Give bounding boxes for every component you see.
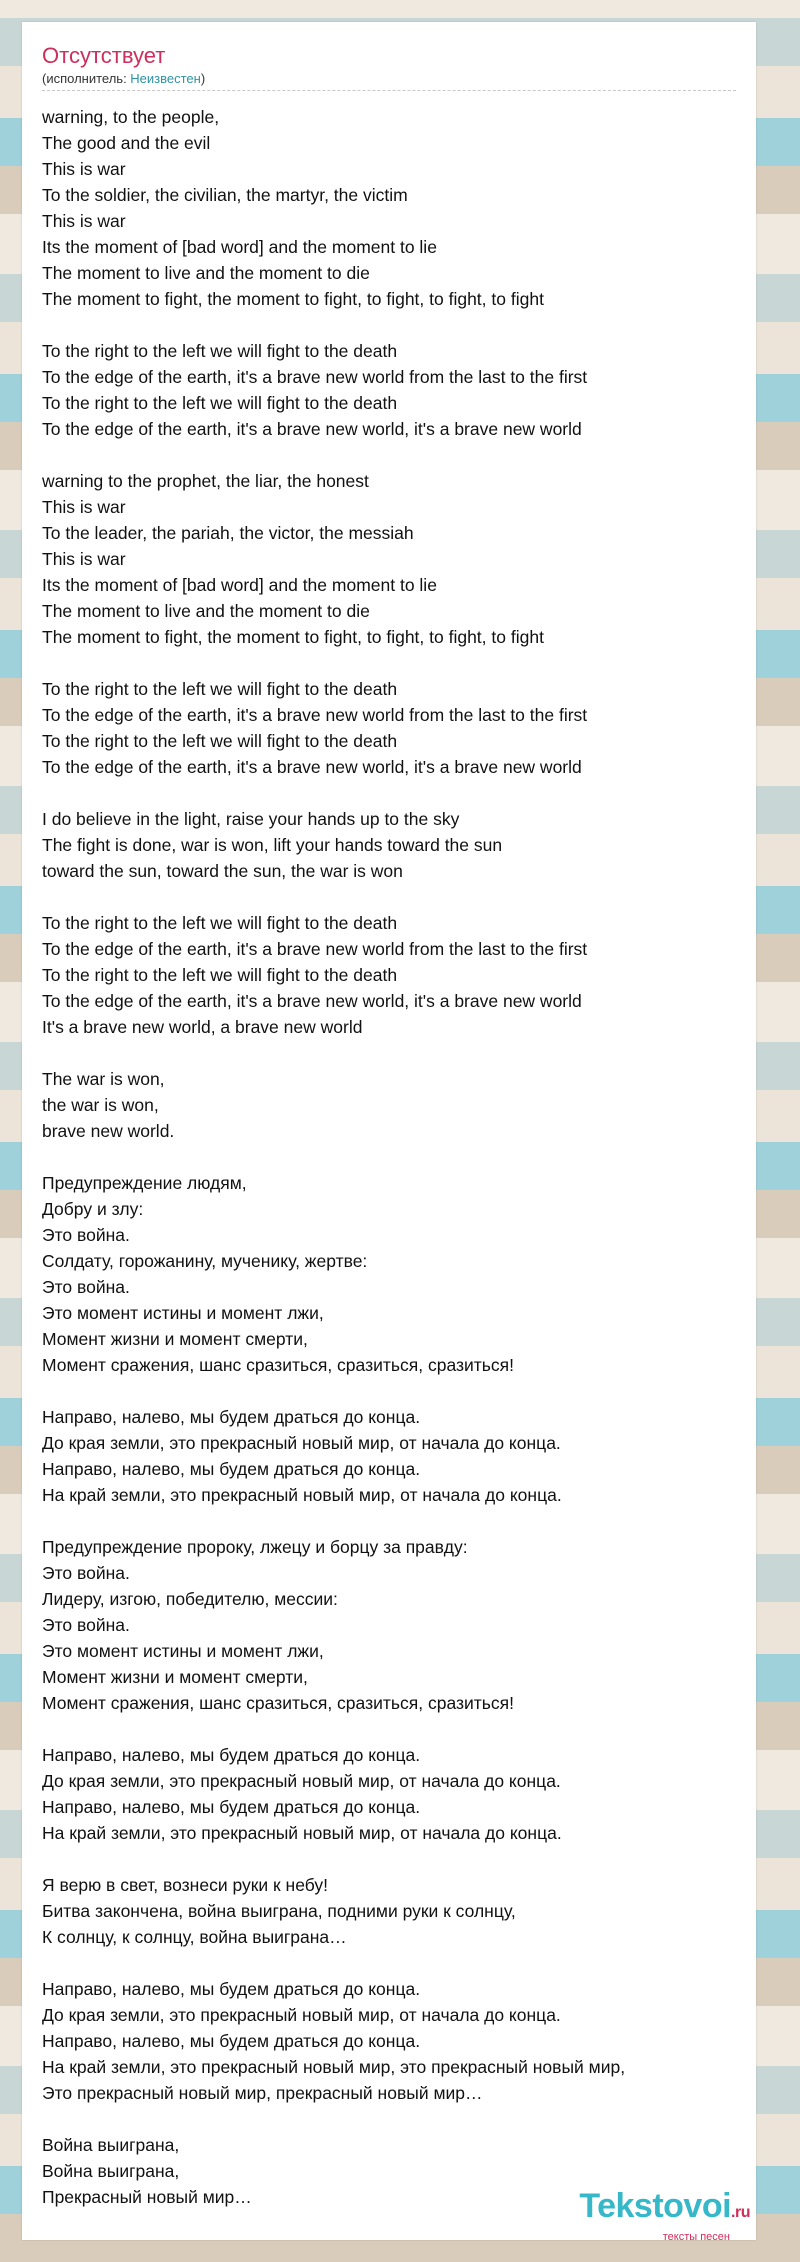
lyric-line: To the edge of the earth, it's a brave new world from the last to the first	[42, 705, 588, 725]
lyric-line: Направо, налево, мы будем драться до конца.	[42, 1745, 421, 1765]
lyric-line: Битва закончена, война выиграна, подними руки к солнцу,	[42, 1901, 516, 1921]
lyric-line: Солдату, горожанину, мученику, жертве:	[42, 1251, 368, 1271]
lyric-line: Это момент истины и момент лжи,	[42, 1303, 324, 1323]
lyric-line: Направо, налево, мы будем драться до конца.	[42, 1407, 421, 1427]
artist-link[interactable]: Неизвестен	[130, 71, 201, 86]
header-divider	[42, 90, 736, 91]
lyric-line: На край земли, это прекрасный новый мир, от начала до конца.	[42, 1485, 562, 1505]
stanza-gap	[42, 1716, 736, 1742]
lyric-line: Направо, налево, мы будем драться до конца.	[42, 2031, 421, 2051]
lyric-line: До края земли, это прекрасный новый мир, от начала до конца.	[42, 1433, 561, 1453]
lyrics-card	[22, 22, 756, 2243]
lyric-line: Направо, налево, мы будем драться до конца.	[42, 1979, 421, 1999]
lyric-line: To the edge of the earth, it's a brave new world from the last to the first	[42, 367, 588, 387]
lyric-line: Прекрасный новый мир…	[42, 2187, 252, 2207]
lyric-line: Это момент истины и момент лжи,	[42, 1641, 324, 1661]
lyric-line: The fight is done, war is won, lift your hands toward the sun	[42, 835, 503, 855]
lyric-line: Лидеру, изгою, победителю, мессии:	[42, 1589, 338, 1609]
lyric-line: The moment to live and the moment to die	[42, 263, 370, 283]
lyric-line: Its the moment of [bad word] and the moment to lie	[42, 575, 437, 595]
lyric-line: This is war	[42, 159, 126, 179]
stanza-gap	[42, 312, 736, 338]
lyric-line: To the soldier, the civilian, the martyr, the victim	[42, 185, 408, 205]
lyric-line: Это война.	[42, 1615, 130, 1635]
lyric-line: Это война.	[42, 1277, 130, 1297]
song-header	[42, 42, 736, 91]
stanza-gap	[42, 442, 736, 468]
lyric-line: warning to the prophet, the liar, the honest	[42, 471, 369, 491]
lyric-line: I do believe in the light, raise your hands up to the sky	[42, 809, 460, 829]
lyric-line: This is war	[42, 549, 126, 569]
lyric-line: Its the moment of [bad word] and the moment to lie	[42, 237, 437, 257]
lyric-line: Это война.	[42, 1225, 130, 1245]
lyric-line: To the edge of the earth, it's a brave new world, it's a brave new world	[42, 757, 582, 777]
artist-line	[42, 71, 736, 87]
stanza-gap	[42, 884, 736, 910]
lyric-line: Добру и злу:	[42, 1199, 144, 1219]
lyric-line: To the right to the left we will fight to the death	[42, 393, 398, 413]
lyric-line: На край земли, это прекрасный новый мир, это прекрасный новый мир,	[42, 2057, 626, 2077]
stanza-gap	[42, 650, 736, 676]
lyrics-text	[42, 104, 736, 2210]
artist-prefix: (исполнитель:	[42, 71, 131, 86]
lyric-line: Война выиграна,	[42, 2135, 180, 2155]
lyric-line: To the right to the left we will fight to the death	[42, 965, 398, 985]
stanza-gap	[42, 1846, 736, 1872]
lyric-line: The moment to fight, the moment to fight, to fight, to fight, to fight	[42, 627, 544, 647]
artist-suffix: )	[200, 71, 206, 86]
lyric-line: To the right to the left we will fight to the death	[42, 913, 398, 933]
stanza-gap	[42, 1144, 736, 1170]
lyric-line: Момент жизни и момент смерти,	[42, 1329, 308, 1349]
lyric-line: To the right to the left we will fight to the death	[42, 341, 398, 361]
lyric-line: The moment to live and the moment to die	[42, 601, 370, 621]
logo-subtitle: тексты песен	[662, 2231, 730, 2243]
stanza-gap	[42, 780, 736, 806]
lyric-line: Момент сражения, шанс сразиться, сразиться, сразиться!	[42, 1693, 514, 1713]
lyric-line: Это прекрасный новый мир, прекрасный новый мир…	[42, 2083, 483, 2103]
lyric-line: Предупреждение пророку, лжецу и борцу за правду:	[42, 1537, 468, 1557]
lyric-line: До края земли, это прекрасный новый мир, от начала до конца.	[42, 1771, 561, 1791]
lyric-line: To the right to the left we will fight to the death	[42, 731, 398, 751]
stanza-gap	[42, 1040, 736, 1066]
lyric-line: Момент сражения, шанс сразиться, сразиться, сразиться!	[42, 1355, 514, 1375]
lyric-line: К солнцу, к солнцу, война выиграна…	[42, 1927, 347, 1947]
lyric-line: Это война.	[42, 1563, 130, 1583]
lyric-line: To the right to the left we will fight to the death	[42, 679, 398, 699]
lyric-line: До края земли, это прекрасный новый мир, от начала до конца.	[42, 2005, 561, 2025]
lyric-line: Война выиграна,	[42, 2161, 180, 2181]
lyric-line: Предупреждение людям,	[42, 1173, 247, 1193]
lyric-line: Направо, налево, мы будем драться до конца.	[42, 1797, 421, 1817]
stanza-gap	[42, 1508, 736, 1534]
lyric-line: The war is won,	[42, 1069, 165, 1089]
lyric-line: Момент жизни и момент смерти,	[42, 1667, 308, 1687]
song-title: Отсутствует	[42, 43, 166, 68]
lyric-line: The moment to fight, the moment to fight, to fight, to fight, to fight	[42, 289, 544, 309]
lyric-line: It's a brave new world, a brave new world	[42, 1017, 363, 1037]
lyric-line: brave new world.	[42, 1121, 175, 1141]
lyric-line: To the edge of the earth, it's a brave new world, it's a brave new world	[42, 991, 582, 1011]
lyric-line: To the edge of the earth, it's a brave new world from the last to the first	[42, 939, 588, 959]
stanza-gap	[42, 1378, 736, 1404]
lyric-line: toward the sun, toward the sun, the war is won	[42, 861, 403, 881]
logo-main-text: Tekstovoi	[579, 2187, 732, 2225]
lyric-line: На край земли, это прекрасный новый мир, от начала до конца.	[42, 1823, 562, 1843]
logo-tld: .ru	[731, 2204, 750, 2221]
lyric-line: This is war	[42, 211, 126, 231]
stanza-gap	[42, 1950, 736, 1976]
lyric-line: warning, to the people,	[42, 107, 220, 127]
lyric-line: The good and the evil	[42, 133, 211, 153]
lyric-line: To the leader, the pariah, the victor, the messiah	[42, 523, 414, 543]
lyric-line: To the edge of the earth, it's a brave new world, it's a brave new world	[42, 419, 582, 439]
lyric-line: Я верю в свет, вознеси руки к небу!	[42, 1875, 329, 1895]
lyric-line: Направо, налево, мы будем драться до конца.	[42, 1459, 421, 1479]
stanza-gap	[42, 2106, 736, 2132]
site-logo[interactable]	[520, 2187, 750, 2243]
lyric-line: This is war	[42, 497, 126, 517]
lyric-line: the war is won,	[42, 1095, 159, 1115]
